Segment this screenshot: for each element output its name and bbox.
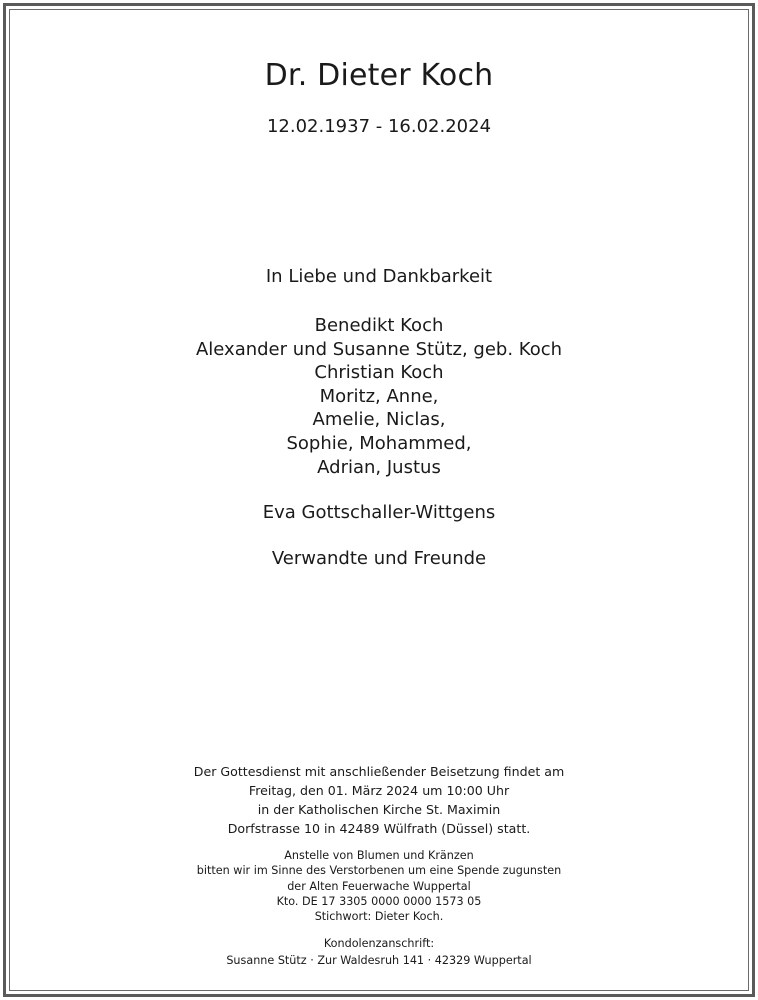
mourner-name: Adrian, Justus bbox=[317, 456, 441, 478]
mourner-name: Christian Koch bbox=[314, 362, 444, 384]
inner-border bbox=[9, 9, 749, 991]
mourner-name: Alexander und Susanne Stütz, geb. Koch bbox=[195, 338, 563, 360]
mourners-list bbox=[0, 314, 758, 479]
service-info bbox=[0, 762, 758, 838]
mourner-name: Amelie, Niclas, bbox=[312, 409, 446, 431]
condolence-address: Susanne Stütz · Zur Waldesruh 141 · 42329 Wuppertal bbox=[226, 954, 532, 967]
mourner-name: Sophie, Mohammed, bbox=[286, 432, 472, 454]
deceased-name: Dr. Dieter Koch bbox=[264, 58, 494, 93]
mourner-name: Moritz, Anne, bbox=[319, 385, 439, 407]
service-line: Dorfstrasse 10 in 42489 Wülfrath (Düssel) statt. bbox=[227, 821, 531, 836]
condolence-label: Kondolenzanschrift: bbox=[323, 937, 435, 950]
donation-line: Stichwort: Dieter Koch. bbox=[314, 910, 444, 924]
service-line: in der Katholischen Kirche St. Maximin bbox=[257, 802, 501, 817]
donation-line: der Alten Feuerwache Wuppertal bbox=[287, 879, 471, 893]
life-dates: 12.02.1937 - 16.02.2024 bbox=[266, 116, 492, 137]
other-mourner: Eva Gottschaller-Wittgens bbox=[262, 502, 496, 523]
service-line: Der Gottesdienst mit anschließender Beisetzung findet am bbox=[193, 764, 565, 779]
donation-line: bitten wir im Sinne des Verstorbenen um eine Spende zugunsten bbox=[196, 864, 562, 878]
relatives-and-friends: Verwandte und Freunde bbox=[271, 548, 487, 569]
mourner-name: Benedikt Koch bbox=[314, 315, 444, 336]
mourners-intro: In Liebe und Dankbarkeit bbox=[265, 266, 493, 287]
donation-info bbox=[0, 848, 758, 924]
condolence-info bbox=[0, 935, 758, 969]
donation-line: Kto. DE 17 3305 0000 0000 1573 05 bbox=[276, 894, 482, 908]
service-line: Freitag, den 01. März 2024 um 10:00 Uhr bbox=[248, 783, 510, 798]
donation-line: Anstelle von Blumen und Kränzen bbox=[284, 849, 474, 862]
